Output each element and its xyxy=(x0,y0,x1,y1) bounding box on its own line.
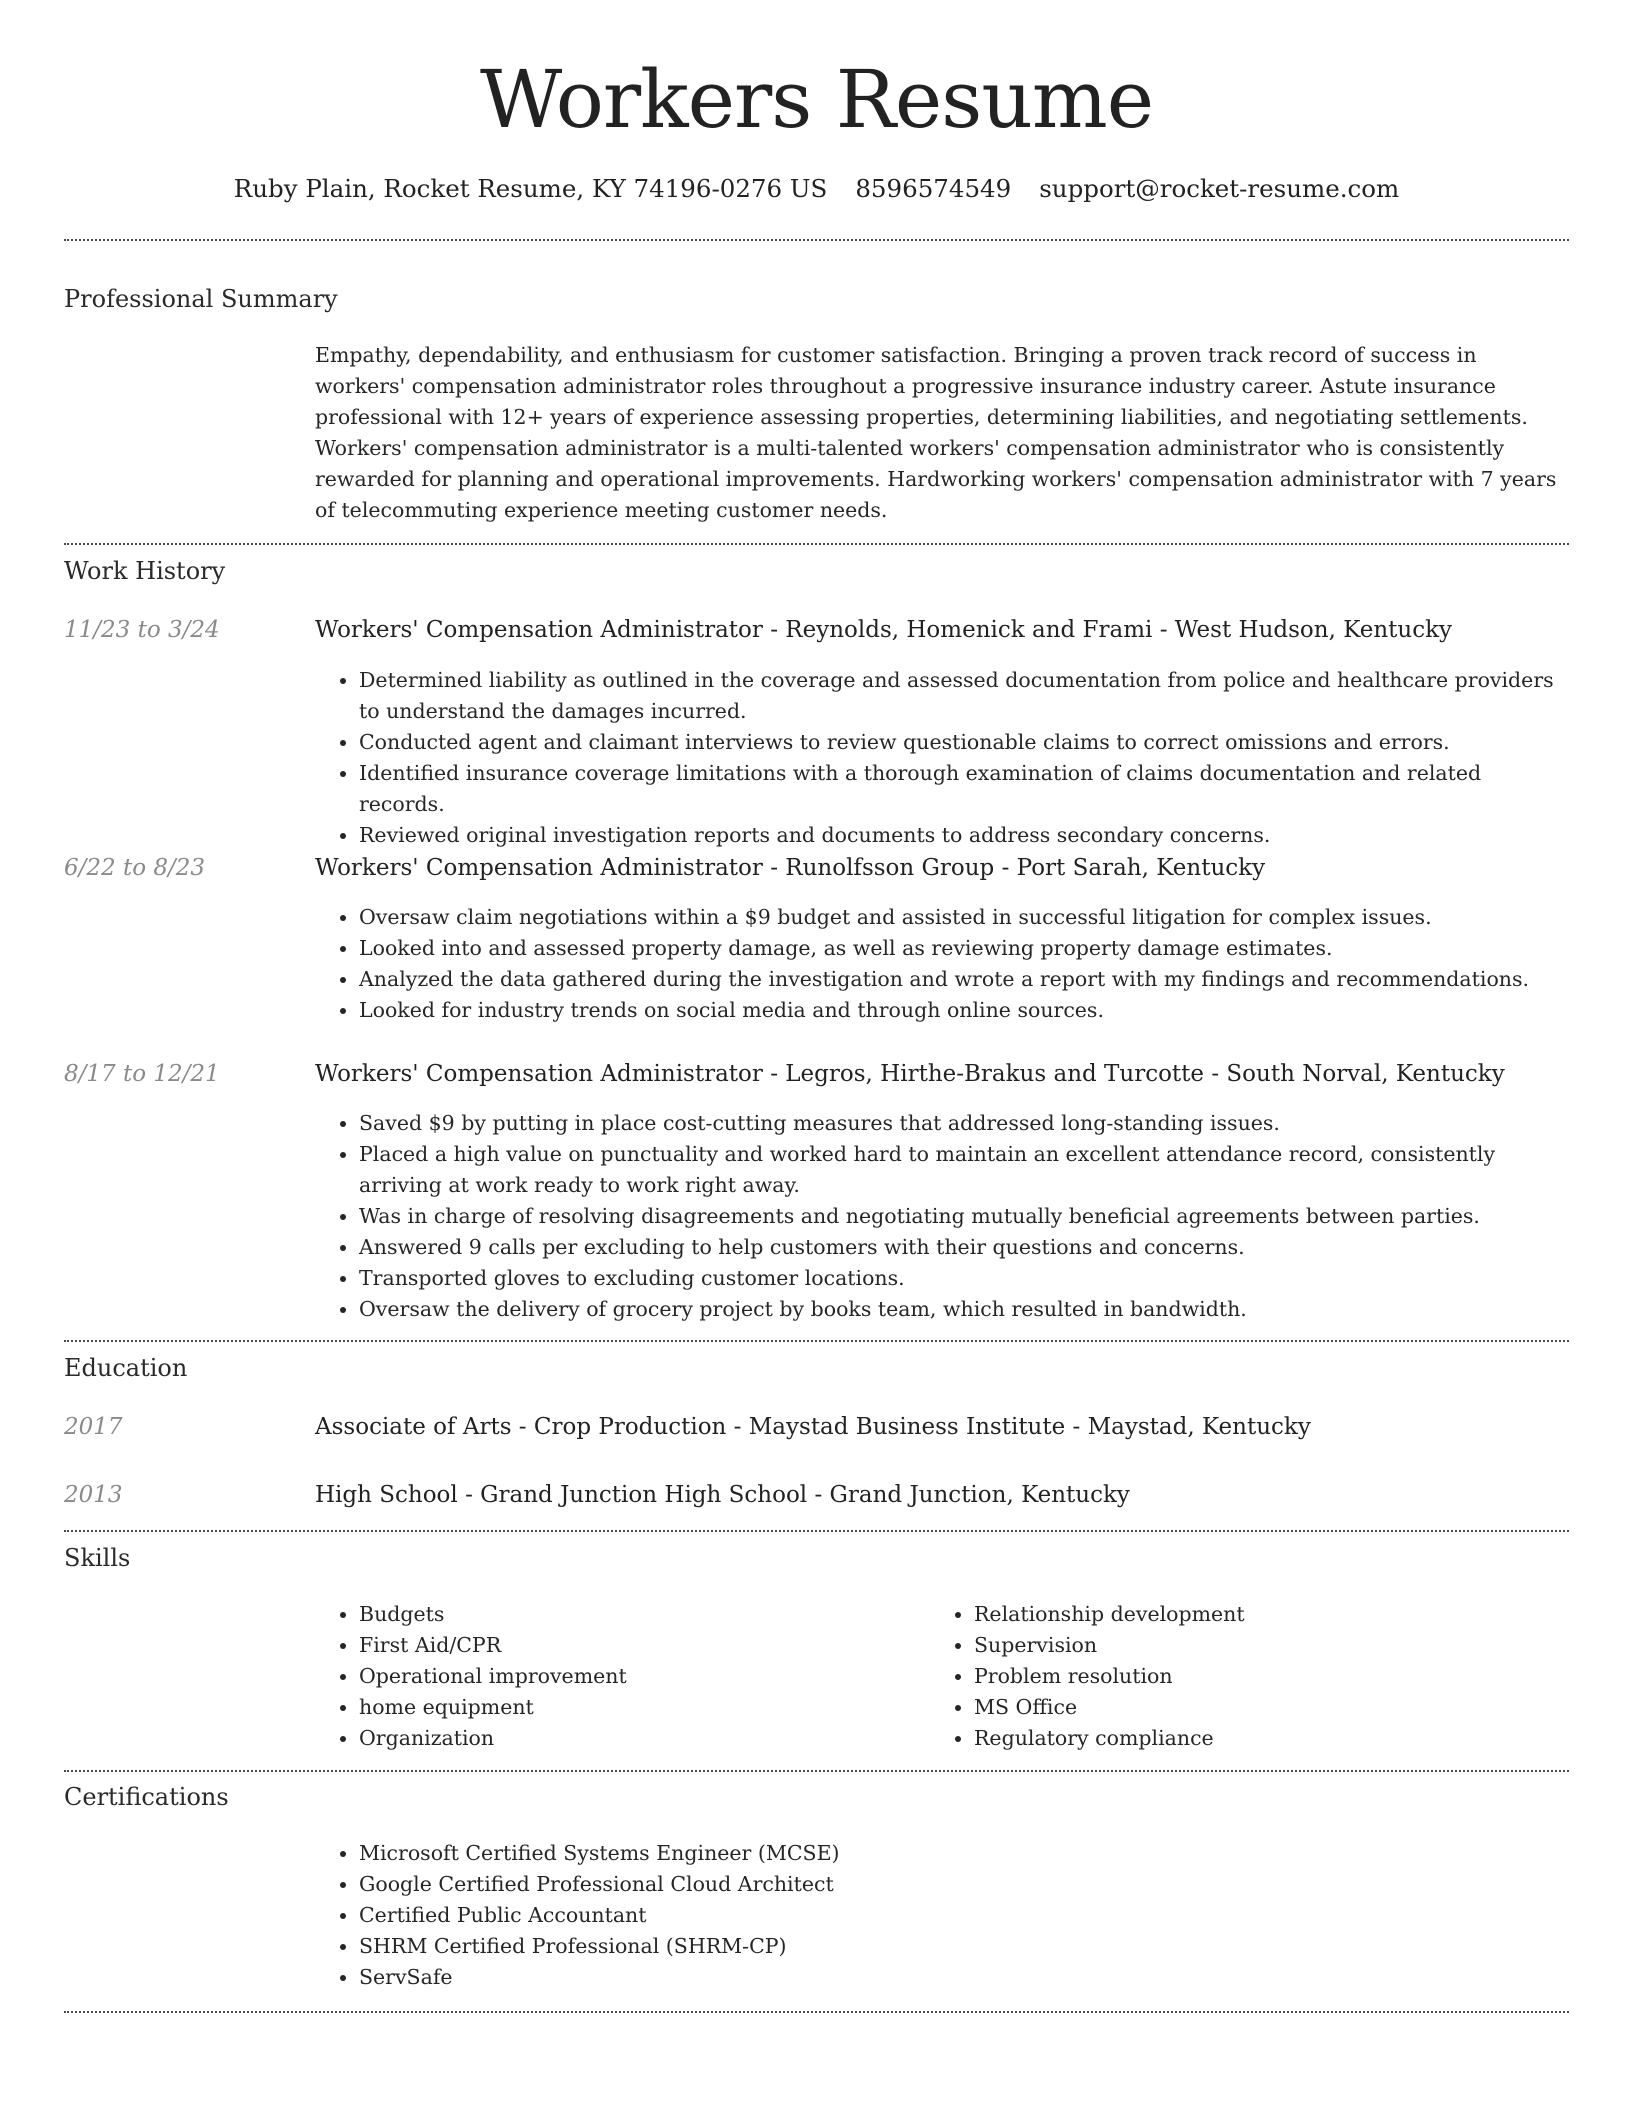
list-item: • Looked for industry trends on social media and through online sources. xyxy=(359,995,1569,1026)
section-divider xyxy=(64,543,1569,545)
list-item: • Reviewed original investigation reports and documents to address secondary concerns. xyxy=(359,820,1569,851)
contact-email: support@rocket-resume.com xyxy=(1039,174,1400,203)
job-2-title: Workers' Compensation Administrator - Runolfsson Group - Port Sarah, Kentucky xyxy=(315,855,1266,881)
list-item: • Placed a high value on punctuality and worked hard to maintain an excellent attendance record, consistently arriving at work ready to work right away. xyxy=(359,1139,1569,1201)
list-item: • Supervision xyxy=(974,1630,1530,1661)
list-item: • Transported gloves to excluding customer locations. xyxy=(359,1263,1569,1294)
list-item: • Determined liability as outlined in the coverage and assessed documentation from police and healthcare providers to understand the damages incurred. xyxy=(359,665,1569,727)
list-item: • Certified Public Accountant xyxy=(359,1900,1569,1931)
skills-list-left xyxy=(315,1599,915,1754)
education-1-line: Associate of Arts - Crop Production - Maystad Business Institute - Maystad, Kentucky xyxy=(315,1414,1311,1440)
job-3-dates: 8/17 to 12/21 xyxy=(64,1061,220,1087)
list-item: • Identified insurance coverage limitations with a thorough examination of claims documentation and related records. xyxy=(359,758,1569,820)
resume-name: Workers Resume xyxy=(479,53,1154,146)
list-item: • Looked into and assessed property damage, as well as reviewing property damage estimates. xyxy=(359,933,1569,964)
education-1-year: 2017 xyxy=(64,1414,123,1440)
job-1-dates: 11/23 to 3/24 xyxy=(64,617,220,643)
list-item: • Organization xyxy=(359,1723,915,1754)
education-2-year: 2013 xyxy=(64,1482,123,1508)
job-3-bullets xyxy=(315,1108,1569,1325)
list-item: • Regulatory compliance xyxy=(974,1723,1530,1754)
job-1-bullets xyxy=(315,665,1569,851)
list-item: • Saved $9 by putting in place cost-cutting measures that addressed long-standing issues. xyxy=(359,1108,1569,1139)
list-item: • home equipment xyxy=(359,1692,915,1723)
list-item: • SHRM Certified Professional (SHRM-CP) xyxy=(359,1931,1569,1962)
job-1-title: Workers' Compensation Administrator - Reynolds, Homenick and Frami - West Hudson, Kentucky xyxy=(315,617,1453,643)
list-item: • Google Certified Professional Cloud Architect xyxy=(359,1869,1569,1900)
list-item: • Analyzed the data gathered during the investigation and wrote a report with my findings and recommendations. xyxy=(359,964,1569,995)
list-item: • Operational improvement xyxy=(359,1661,915,1692)
list-item: • Was in charge of resolving disagreements and negotiating mutually beneficial agreements between parties. xyxy=(359,1201,1569,1232)
certifications-heading: Certifications xyxy=(64,1783,229,1811)
list-item: • Oversaw the delivery of grocery project by books team, which resulted in bandwidth. xyxy=(359,1294,1569,1325)
summary-text: Empathy, dependability, and enthusiasm for customer satisfaction. Bringing a proven track record of success in workers' compensation administrator roles throughout a progressive insurance industry career. Astute insurance professional with 12+ years of experience assessing properties, determining liabilities, and negotiating settlements. Workers' compensation administrator is a multi-talented workers' compensation administrator who is consistently rewarded for planning and operational improvements. Hardworking workers' compensation administrator with 7 years of telecommuting experience meeting customer needs. xyxy=(315,343,1557,522)
section-divider xyxy=(64,1770,1569,1772)
job-2-bullets xyxy=(315,902,1569,1026)
list-item: • Problem resolution xyxy=(974,1661,1530,1692)
education-2-line: High School - Grand Junction High School - Grand Junction, Kentucky xyxy=(315,1482,1130,1508)
list-item: • MS Office xyxy=(974,1692,1530,1723)
list-item: • ServSafe xyxy=(359,1962,1569,1993)
section-divider xyxy=(64,1530,1569,1532)
contact-line xyxy=(64,173,1569,205)
list-item: • Budgets xyxy=(359,1599,915,1630)
skills-list-right xyxy=(930,1599,1530,1754)
job-3-title: Workers' Compensation Administrator - Legros, Hirthe-Brakus and Turcotte - South Norval, Kentucky xyxy=(315,1061,1505,1087)
list-item: • Relationship development xyxy=(974,1599,1530,1630)
skills-heading: Skills xyxy=(64,1544,131,1572)
summary-heading: Professional Summary xyxy=(64,285,338,313)
section-divider xyxy=(64,2011,1569,2013)
job-2-dates: 6/22 to 8/23 xyxy=(64,855,206,881)
list-item: • Answered 9 calls per excluding to help customers with their questions and concerns. xyxy=(359,1232,1569,1263)
list-item: • Oversaw claim negotiations within a $9 budget and assisted in successful litigation for complex issues. xyxy=(359,902,1569,933)
contact-address: Ruby Plain, Rocket Resume, KY 74196-0276 US xyxy=(233,174,828,203)
certifications-list xyxy=(315,1838,1569,1993)
contact-phone: 8596574549 xyxy=(855,174,1012,203)
list-item: • Microsoft Certified Systems Engineer (MCSE) xyxy=(359,1838,1569,1869)
section-divider xyxy=(64,239,1569,241)
list-item: • Conducted agent and claimant interviews to review questionable claims to correct omissions and errors. xyxy=(359,727,1569,758)
work-history-heading: Work History xyxy=(64,557,226,585)
list-item: • First Aid/CPR xyxy=(359,1630,915,1661)
section-divider xyxy=(64,1340,1569,1342)
education-heading: Education xyxy=(64,1354,188,1382)
